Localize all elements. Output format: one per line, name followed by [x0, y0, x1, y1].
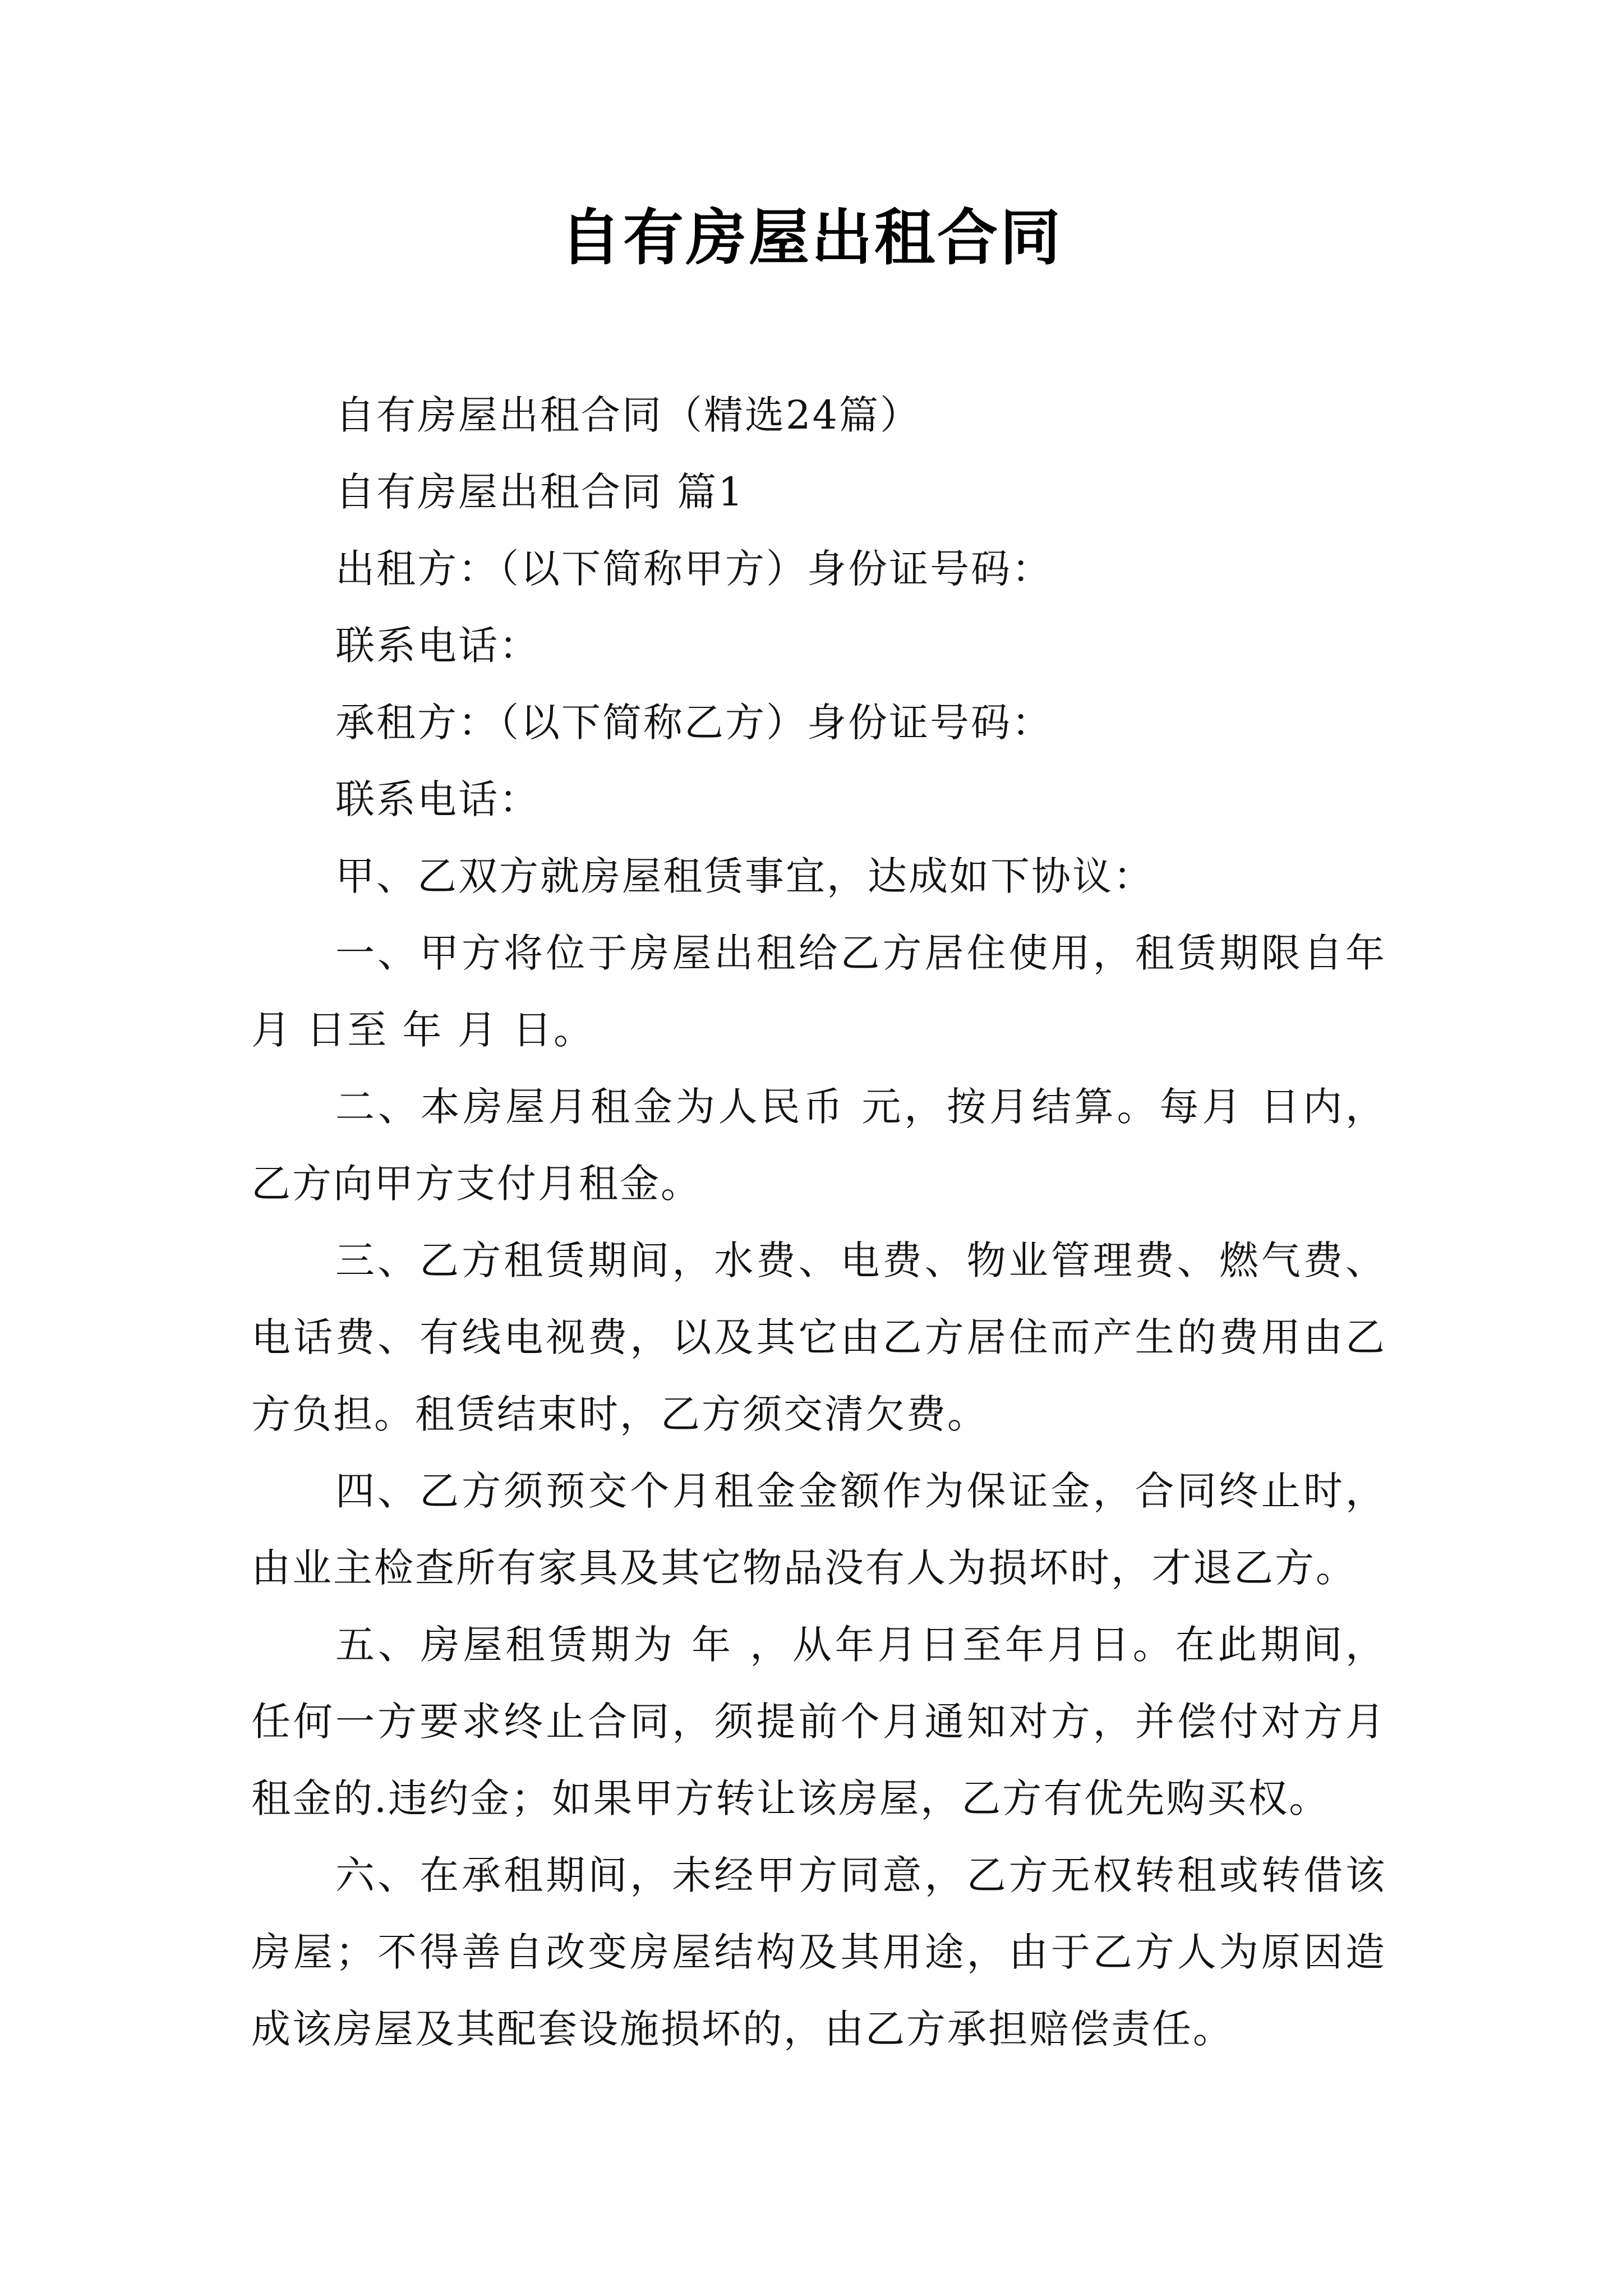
paragraph-agreement-intro: 甲、乙双方就房屋租赁事宜，达成如下协议：	[335, 853, 1154, 899]
paragraph-clause-2: 二、本房屋月租金为人民币 元，按月结算。每月 日内，乙方向甲方支付月租金。	[251, 1084, 1386, 1207]
document-title: 自有房屋出租合同	[560, 203, 1063, 273]
paragraph-subtitle: 自有房屋出租合同（精选24篇）	[335, 392, 921, 438]
paragraph-lessor: 出租方：（以下简称甲方）身份证号码：	[335, 546, 1053, 592]
paragraph-lessor-phone: 联系电话：	[335, 623, 540, 669]
document-body	[251, 377, 1386, 2068]
paragraph-clause-6: 六、在承租期间，未经甲方同意，乙方无权转租或转借该房屋；不得善自改变房屋结构及其用途，由于乙方人为原因造成该房屋及其配套设施损坏的，由乙方承担赔偿责任。	[251, 1852, 1386, 2052]
paragraph-clause-1: 一、甲方将位于房屋出租给乙方居住使用，租赁期限自年 月 日至 年 月 日。	[251, 930, 1386, 1053]
paragraph-lessee: 承租方：（以下简称乙方）身份证号码：	[335, 700, 1053, 746]
paragraph-section-heading: 自有房屋出租合同 篇1	[335, 469, 745, 515]
paragraph-lessee-phone: 联系电话：	[335, 776, 540, 822]
paragraph-clause-3: 三、乙方租赁期间，水费、电费、物业管理费、燃气费、电话费、有线电视费，以及其它由乙方居住而产生的费用由乙方负担。租赁结束时，乙方须交清欠费。	[251, 1237, 1386, 1437]
paragraph-clause-5: 五、房屋租赁期为 年 ，从年月日至年月日。在此期间，任何一方要求终止合同，须提前个月通知对方，并偿付对方月租金的.违约金；如果甲方转让该房屋，乙方有优先购买权。	[251, 1622, 1386, 1821]
paragraph-clause-4: 四、乙方须预交个月租金金额作为保证金，合同终止时，由业主检查所有家具及其它物品没有人为损坏时，才退乙方。	[251, 1468, 1386, 1591]
